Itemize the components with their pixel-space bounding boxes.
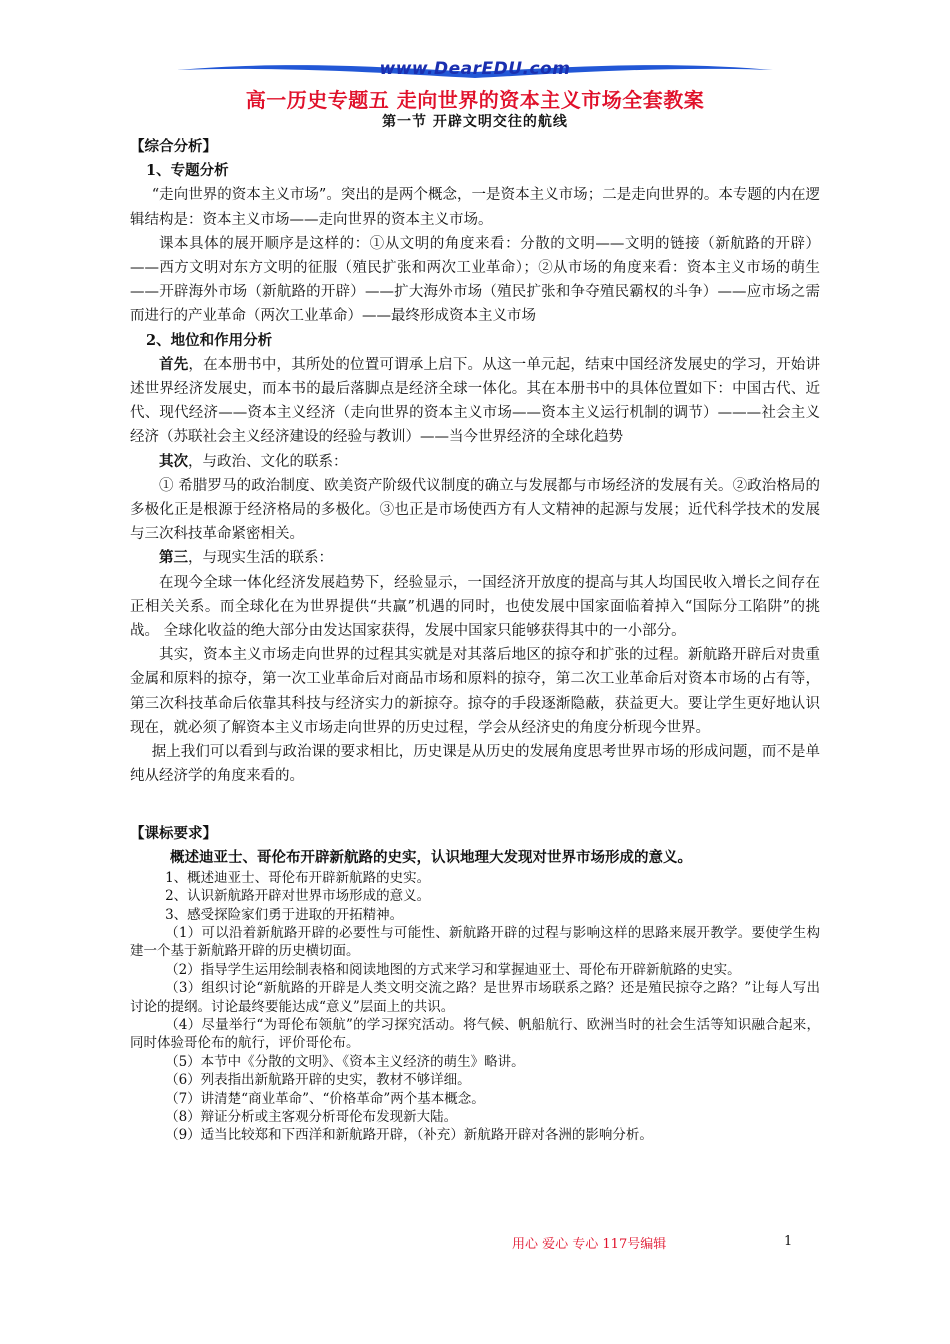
topic-heading: 1、专题分析: [146, 162, 229, 180]
standard-item: （2）指导学生运用绘制表格和阅读地图的方式来学习和掌握迪亚士、哥伦布开辟新航路的史实。: [165, 961, 741, 978]
role-third-label: 第三: [159, 549, 188, 567]
role-conclusion: 据上我们可以看到与政治课的要求相比，历史课是从历史的发展角度思考世界市场的形成问题，而不是单纯从经济学的角度来看的。: [130, 744, 820, 785]
standard-item: （9）适当比较郑和下西洋和新航路开辟，（补充）新航路开辟对各洲的影响分析。: [165, 1127, 653, 1144]
role-third-paragraph: [130, 546, 820, 570]
role-third-paragraph-1: 在现今全球一体化经济发展趋势下，经验显示，一国经济开放度的提高与其人均国民收入增长之间存在正相关关系。而全球化在为世界提供“共赢”机遇的同时，也使发展中国家面临着掉入“国际分工陷阱”的挑战。 全球化收益的绝大部分由发达国家获得，发展中国家只能够获得其中的一小部分。: [130, 574, 820, 640]
standard-item: （1）可以沿着新航路开辟的必要性与可能性、新航路开辟的过程与影响这样的思路来展开教学。要使学生构建一个基于新航路开辟的历史横切面。: [130, 924, 820, 960]
role-heading: 2、地位和作用分析: [146, 331, 273, 349]
role-second-text: ，与政治、文化的联系：: [188, 453, 348, 470]
standard-item: 3、感受探险家们勇于进取的开拓精神。: [165, 906, 404, 923]
role-second-paragraph: [130, 450, 820, 474]
standard-heading: 【课标要求】: [130, 825, 217, 843]
role-first-text: ，在本册书中，其所处的位置可谓承上启下。从这一单元起，结束中国经济发展史的学习，开始讲述世界经济发展史，而本书的最后落脚点是经济全球一体化。其在本册书中的具体位置如下：中国古代、近代、现代经济——资本主义经济（走向世界的资本主义市场——资本主义运行机制的调节）———社会主义经济（苏联社会主义经济建设的经验与教训）——当今世界经济的全球化趋势: [130, 356, 821, 446]
role-first-label: 首先: [159, 355, 189, 373]
standard-item: （3）组织讨论“新航路的开辟是人类文明交流之路？是世界市场联系之路？还是殖民掠夺之路？”让每人写出讨论的提纲。讨论最终要能达成“意义”层面上的共识。: [130, 980, 820, 1015]
standard-item: （8）辩证分析或主客观分析哥伦布发现新大陆。: [165, 1108, 458, 1125]
role-second-detail: ① 希腊罗马的政治制度、欧美资产阶级代议制度的确立与发展都与市场经济的发展有关。②政治格局的多极化正是根源于经济格局的多极化。③也正是市场使西方有人文精神的起源与发展；近代科学技术的发展与三次科技革命紧密相关。: [130, 477, 820, 543]
standard-list: [130, 869, 820, 1145]
role-third-text: ，与现实生活的联系：: [188, 550, 333, 567]
page-number: 1: [784, 1234, 793, 1249]
topic-paragraph-1: “走向世界的资本主义市场”。突出的是两个概念，一是资本主义市场；二是走向世界的。本专题的内在逻辑结构是：资本主义市场——走向世界的资本主义市场。: [130, 187, 820, 228]
document-body: [130, 135, 820, 1145]
section-subtitle: 第一节 开辟文明交往的航线: [382, 114, 568, 130]
standard-item: 2、认识新航路开辟对世界市场形成的意义。: [165, 888, 431, 905]
standard-main: 概述迪亚士、哥伦布开辟新航路的史实，认识地理大发现对世界市场形成的意义。: [170, 848, 692, 866]
standard-item: （6）列表指出新航路开辟的史实，教材不够详细。: [165, 1072, 471, 1089]
topic-paragraph-2: 课本具体的展开顺序是这样的：①从文明的角度来看：分散的文明——文明的链接（新航路的开辟）——西方文明对东方文明的征服（殖民扩张和两次工业革命）；②从市场的角度来看：资本主义市场的萌生——开辟海外市场（新航路的开辟）——扩大海外市场（殖民扩张和争夺殖民霸权的斗争）——应市场之需而进行的产业革命（两次工业革命）——最终形成资本主义市场: [130, 235, 820, 325]
role-first-paragraph: [130, 353, 820, 450]
standard-item: （5）本节中《分散的文明》、《资本主义经济的萌生》略讲。: [165, 1053, 525, 1070]
footer-text: 用心 爱心 专心 117号编辑: [512, 1237, 667, 1252]
standard-item: 1、概述迪亚士、哥伦布开辟新航路的史实。: [165, 869, 431, 886]
analysis-heading: 【综合分析】: [130, 138, 217, 155]
role-second-label: 其次: [159, 452, 188, 470]
standard-item: （4）尽量举行“为哥伦布领航”的学习探究活动。将气候、帆船航行、欧洲当时的社会生活等知识融合起来，同时体验哥伦布的航行，评价哥伦布。: [130, 1016, 820, 1052]
role-third-paragraph-2: 其实，资本主义市场走向世界的过程其实就是对其落后地区的掠夺和扩张的过程。新航路开辟后对贵重金属和原料的掠夺，第一次工业革命后对商品市场和原料的掠夺，第二次工业革命后对资本市场的占有等，第三次科技革命后依靠其科技与经济实力的新掠夺。掠夺的手段逐渐隐蔽，获益更大。要让学生更好地认识现在，就必须了解资本主义市场走向世界的历史过程，学会从经济史的角度分析现今世界。: [130, 647, 820, 736]
site-logo[interactable]: www.DearEDU.com: [379, 59, 571, 79]
page-title: 高一历史专题五 走向世界的资本主义市场全套教案: [245, 88, 705, 112]
standard-item: （7）讲清楚“商业革命”、“价格革命”两个基本概念。: [165, 1090, 485, 1107]
